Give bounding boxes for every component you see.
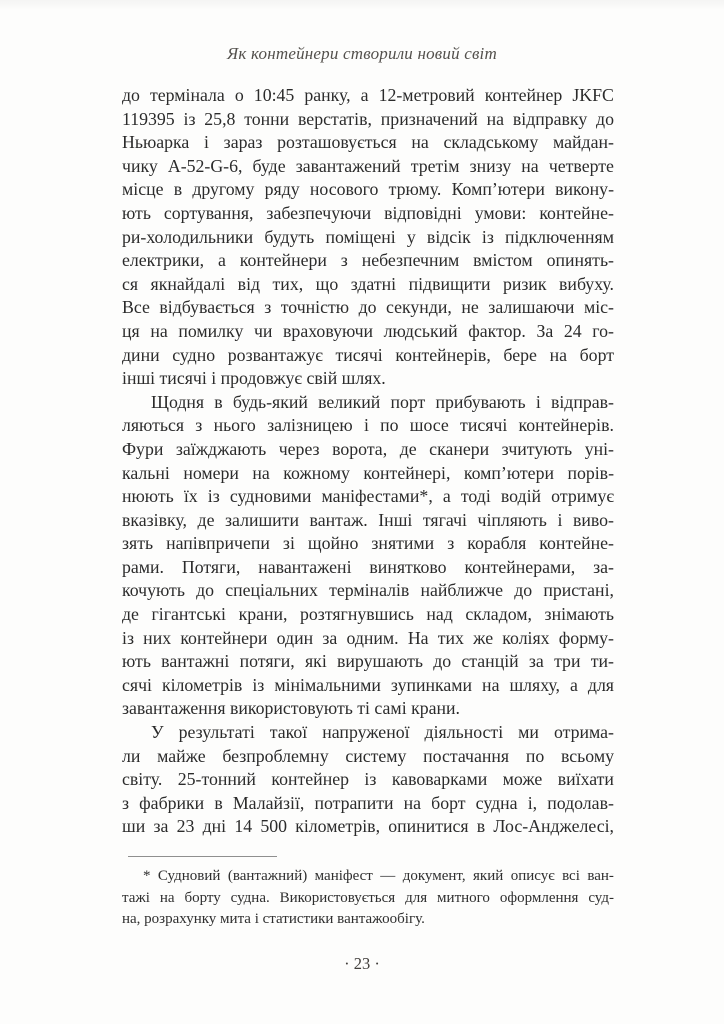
text-line: місце в другому ряду носового трюму. Комп’ютери викону- — [122, 179, 614, 200]
text-line: кальні номери на кожному контейнері, комп’ютери порів- — [122, 462, 614, 483]
text-line: сячі кілометрів із мінімальними зупинками на шляху, а для — [122, 674, 614, 695]
footnote-separator — [128, 856, 277, 857]
text-line: із них контейнери один за одним. На тих же коліях форму- — [122, 627, 614, 648]
text-line: з фабрики в Малайзії, потрапити на борт судна і, подолав- — [122, 792, 614, 813]
text-line: ся якнайдалі від тих, що здатні підвищити ризик вибуху. — [122, 273, 614, 294]
text-line: ють вантажні потяги, які вирушають до станцій за три ти- — [122, 651, 614, 672]
text-line: вказівку, де залишити вантаж. Інші тягачі чіпляють і виво- — [122, 509, 614, 530]
running-header: Як контейнери створили новий світ — [227, 44, 497, 63]
page-number: · 23 · — [344, 954, 380, 973]
text-line: рами. Потяги, навантажені винятково контейнерами, за- — [122, 556, 614, 577]
text-line: Все відбувається з точністю до секунди, не залишаючи міс- — [122, 297, 614, 318]
text-line: Ньюарка і зараз розташовується на складському майдан- — [122, 132, 614, 153]
text-line: ють сортування, забезпечуючи відповідні умови: контейне- — [122, 202, 614, 223]
text-line: ляються з нього залізницею і по шосе тисячі контейнерів. — [122, 415, 614, 436]
text-line: електрики, а контейнери з небезпечним вмістом опинять- — [122, 250, 614, 271]
text-line: * Судновий (вантажний) маніфест — документ, який описує всі ван- — [143, 868, 614, 884]
text-line: 119395 із 25,8 тонни верстатів, призначений на відправку до — [122, 108, 614, 129]
text-line: кочують до спеціальних терміналів найближче до пристані, — [122, 580, 614, 601]
text-line: зять напівпричепи зі щойно знятими з корабля контейне- — [122, 533, 614, 554]
text-line: де гігантські крани, розтягнувшись над складом, знімають — [122, 604, 614, 625]
footnote — [122, 866, 614, 931]
text-line: завантаження використовують ті самі крани. — [122, 698, 460, 719]
text-line: інші тисячі і продовжує свій шлях. — [122, 368, 386, 389]
text-line: нюють їх із судновими маніфестами*, а тоді водій отримує — [122, 486, 614, 507]
text-line: чику A-52-G-6, буде завантажений третім знизу на четверте — [122, 155, 614, 176]
text-line: У результаті такої напруженої діяльності ми отрима- — [151, 722, 614, 743]
scan-edge-artifact — [0, 0, 724, 10]
text-line: тажі на борту судна. Використовується для митного оформлення суд- — [122, 889, 614, 906]
text-line: до термінала о 10:45 ранку, а 12-метровий контейнер JKFC — [122, 85, 614, 105]
text-line: ли майже безпроблемну систему постачання по всьому — [122, 745, 614, 766]
text-line: ри-холодильники будуть поміщені у відсік із підключенням — [122, 226, 614, 247]
text-line: Щодня в будь-який великий порт прибувають і відправ- — [151, 391, 614, 412]
body-text — [122, 84, 614, 839]
text-line: Фури заїжджають через ворота, де сканери зчитують уні- — [122, 438, 614, 459]
text-line: ши за 23 дні 14 500 кілометрів, опинитися в Лос-Анджелесі, — [122, 816, 614, 837]
text-line: світу. 25-тонний контейнер із кавоварками може виїхати — [122, 769, 614, 790]
text-line: дини судно розвантажує тисячі контейнерів, бере на борт — [122, 344, 614, 365]
text-line: на, розрахунку мита і статистики вантажообігу. — [122, 911, 425, 928]
text-line: ця на помилку чи враховуючи людський фактор. За 24 го- — [122, 320, 614, 341]
